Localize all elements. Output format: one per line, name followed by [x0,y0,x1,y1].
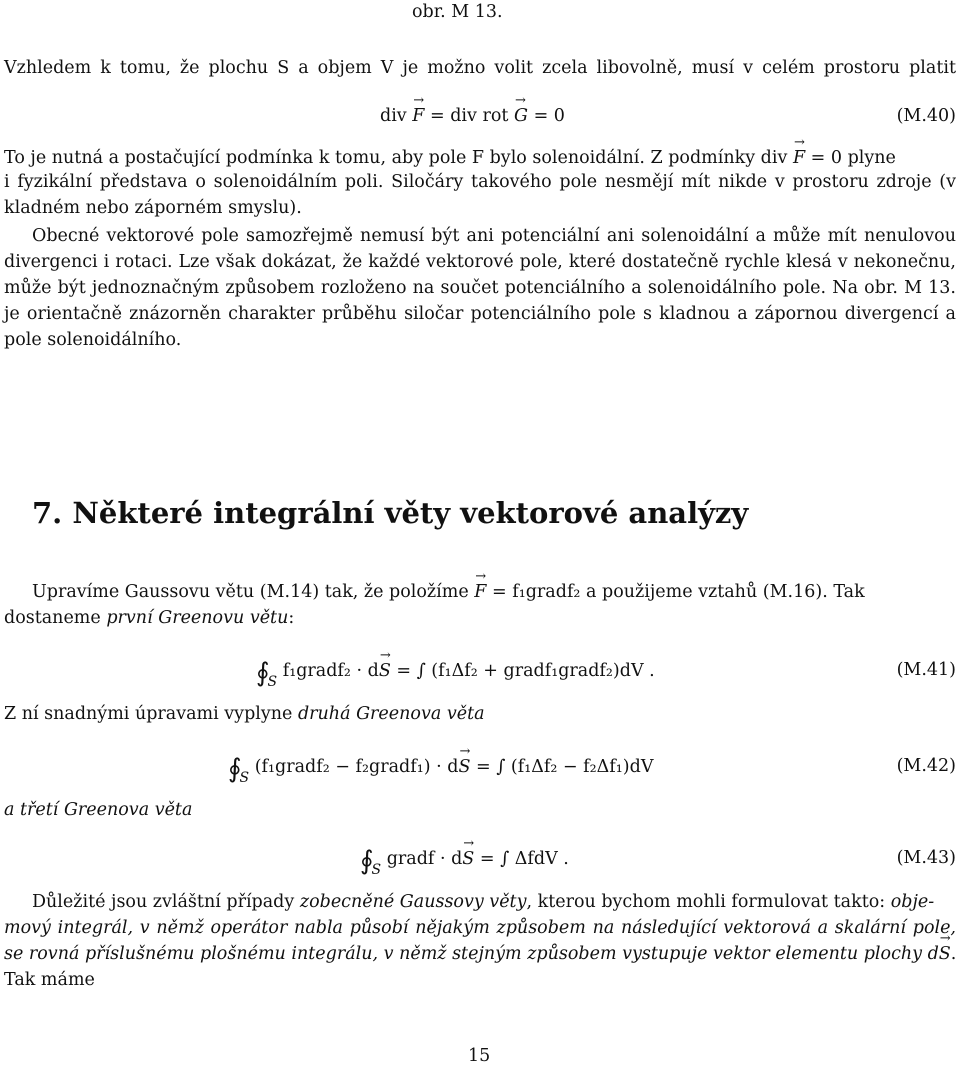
para2-line4: je orientačně znázorněn charakter průběhu siločar potenciálního pole s kladnou a zápornou divergencí a [4,304,956,324]
para1-line3: kladném nebo záporném smyslu). [4,198,302,218]
equation-number-m40: (M.40) [896,106,956,126]
closed-surface-integral-icon: ∮ [360,846,374,876]
para1-line1: To je nutná a postačující podmínka k tomu, aby pole F bylo solenoidální. Z podmínky div → F = 0 plyne [4,148,956,168]
equation-m43: $∮_S$ gradf · d→ S = ∫ ΔfdV . [360,848,569,878]
vector-S: → S [379,661,391,681]
third-green-intro: a třetí Greenova věta [4,800,193,820]
para4-line4: Tak máme [4,970,95,990]
para2-line3: může být jednoznačným způsobem rozloženo na součet potenciálního a solenoidálního pole. Na obr. M 13. [4,278,956,298]
para3-line1: Upravíme Gaussovu větu (M.14) tak, že položíme → F = f₁gradf₂ a použijeme vztahů (M.16). Tak [32,582,956,602]
closed-surface-integral-icon: ∮ [228,754,242,784]
para1-line2: i fyzikální představa o solenoidálním poli. Siločáry takového pole nesmějí mít nikde v prostoru zdroje (v [4,172,956,192]
vector-F: → F [793,148,805,168]
equation-m41: $∮_S$ f₁gradf₂ · d→ S = ∫ (f₁Δf₂ + gradf₁gradf₂)dV . [256,660,655,690]
intro-line: Vzhledem k tomu, že plochu S a objem V je možno volit zcela libovolně, musí v celém prostoru platit [4,58,956,78]
equation-number-m43: (M.43) [896,848,956,868]
equation-m40: div → F = div rot → G = 0 [380,106,565,126]
vector-F: → F [474,582,486,602]
first-green-theorem: první Greenovu větu [106,608,289,628]
figure-caption: obr. M 13. [412,2,503,22]
para2-line2: divergenci i rotaci. Lze však dokázat, že každé vektorové pole, které dostatečně rychle klesá v nekonečnu, [4,252,956,272]
vector-S: → S [462,849,474,869]
page-number: 15 [468,1046,491,1066]
section-title: 7. Některé integrální věty vektorové analýzy [32,496,749,530]
vector-G: → G [514,106,528,126]
para2-line5: pole solenoidálního. [4,330,182,350]
vector-S: → S [939,944,951,964]
para4-line2: mový integrál, v němž operátor nabla působí nějakým způsobem na následující vektorová a skalární pole, [4,918,956,938]
equation-m42: $∮_S$ (f₁gradf₂ − f₂gradf₁) · d→ S = ∫ (f₁Δf₂ − f₂Δf₁)dV [228,756,653,786]
closed-surface-integral-icon: ∮ [256,658,270,688]
second-green-intro: Z ní snadnými úpravami vyplyne druhá Greenova věta [4,704,485,724]
vector-F: → F [412,106,424,126]
equation-number-m42: (M.42) [896,756,956,776]
para4-line3: se rovná příslušnému plošnému integrálu, v němž stejným způsobem vystupuje vektor elementu plochy d→ S. [4,944,956,964]
para2-line1: Obecné vektorové pole samozřejmě nemusí být ani potenciální ani solenoidální a může mít nenulovou [32,226,956,246]
equation-number-m41: (M.41) [896,660,956,680]
para3-line2: dostaneme první Greenovu větu: [4,608,295,628]
vector-S: → S [458,757,470,777]
para4-line1: Důležité jsou zvláštní případy zobecněné Gaussovy věty, kterou bychom mohli formulovat takto: obje- [32,892,935,912]
